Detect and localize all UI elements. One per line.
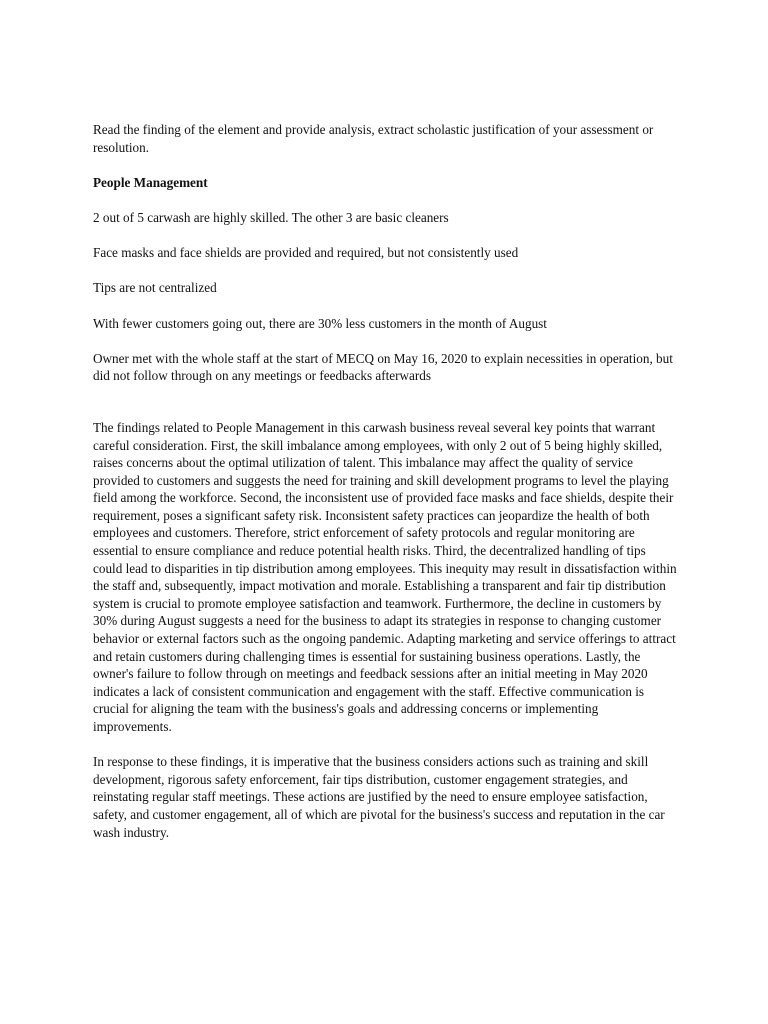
finding-masks: Face masks and face shields are provided and required, but not consistently used (93, 245, 519, 261)
finding-tips: Tips are not centralized (93, 280, 217, 296)
intro-paragraph: Read the finding of the element and provide analysis, extract scholastic justification of your assessment or resolution. (93, 122, 654, 155)
document-page (93, 121, 678, 841)
conclusion-paragraph: In response to these findings, it is imperative that the business considers actions such as training and skill development, rigorous safety enforcement, fair tips distribution, customer engagement strategies, and reinstating regular staff meetings. These actions are justified by the need to ensure employee satisfaction, safety, and customer engagement, all of which are pivotal for the business's success and reputation in the car wash industry. (93, 754, 665, 840)
finding-meetings: Owner met with the whole staff at the start of MECQ on May 16, 2020 to explain necessities in operation, but did not follow through on any meetings or feedbacks afterwards (93, 350, 673, 384)
finding-skill: 2 out of 5 carwash are highly skilled. The other 3 are basic cleaners (93, 209, 449, 225)
section-heading: People Management (93, 174, 208, 190)
analysis-paragraph: The findings related to People Management in this carwash business reveal several key points that warrant careful consideration. First, the skill imbalance among employees, with only 2 out of 5 being highly skilled, raises concerns about the optimal utilization of talent. This imbalance may affect the quality of service provided to customers and suggests the need for training and skill development programs to level the playing field among the workforce. Second, the inconsistent use of provided face masks and face shields, despite their requirement, poses a significant safety risk. Inconsistent safety practices can jeopardize the health of both employees and customers. Therefore, strict enforcement of safety protocols and regular monitoring are essential to ensure compliance and reduce potential health risks. Third, the decentralized handling of tips could lead to disparities in tip distribution among employees. This inequity may result in dissatisfaction within the staff and, subsequently, impact motivation and morale. Establishing a transparent and fair tip distribution system is crucial to promote employee satisfaction and teamwork. Furthermore, the decline in customers by 30% during August suggests a need for the business to adapt its strategies in response to changing customer behavior or external factors such as the ongoing pandemic. Adapting marketing and service offerings to attract and retain customers during challenging times is essential for sustaining business operations. Lastly, the owner's failure to follow through on meetings and feedback sessions after an initial meeting in May 2020 indicates a lack of consistent communication and engagement with the staff. Effective communication is crucial for aligning the team with the business's goals and addressing concerns or implementing improvements. (93, 419, 677, 734)
finding-customers: With fewer customers going out, there are 30% less customers in the month of August (93, 315, 547, 331)
